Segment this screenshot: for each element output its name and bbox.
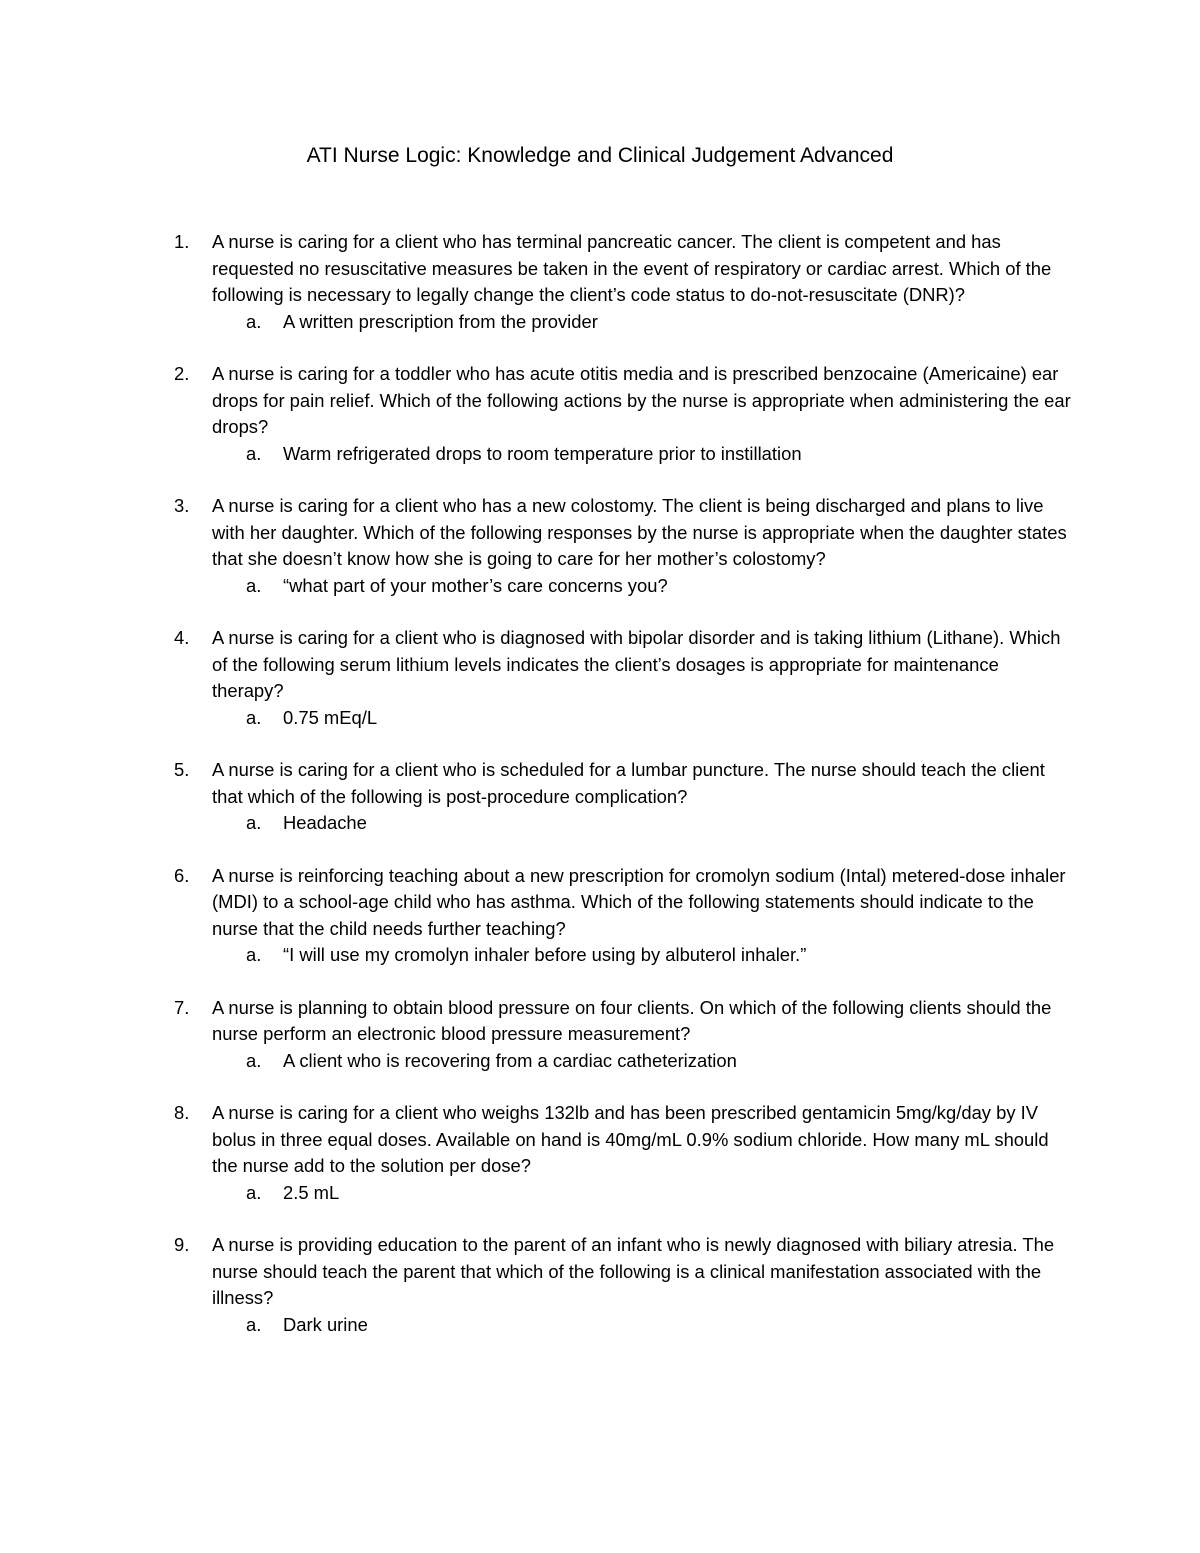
question-number: 9. xyxy=(174,1234,190,1255)
answer-text: A client who is recovering from a cardiac catheterization xyxy=(283,1049,737,1071)
question-item xyxy=(170,625,1070,731)
answer-text: Warm refrigerated drops to room temperature prior to instillation xyxy=(283,442,802,464)
question-text: A nurse is caring for a client who is diagnosed with bipolar disorder and is taking lithium (Lithane). Which of the following serum lithium levels indicates the client’s dosages is appropriate for maintenance therapy? xyxy=(212,627,1061,701)
question-item xyxy=(170,995,1070,1075)
question-number: 4. xyxy=(174,627,190,648)
question-number: 3. xyxy=(174,495,190,516)
answer-letter: a. xyxy=(246,442,262,464)
answer-letter: a. xyxy=(246,574,262,596)
question-item xyxy=(170,493,1070,599)
page-title: ATI Nurse Logic: Knowledge and Clinical Judgement Advanced xyxy=(306,144,894,167)
question-item xyxy=(170,1232,1070,1338)
question-item xyxy=(170,1100,1070,1206)
answer-text: “what part of your mother’s care concerns you? xyxy=(283,574,668,596)
answer-letter: a. xyxy=(246,1049,262,1071)
answer-text: Headache xyxy=(283,812,367,833)
answer-item xyxy=(170,705,1070,732)
answer-item xyxy=(170,573,1070,600)
question-text: A nurse is providing education to the parent of an infant who is newly diagnosed with biliary atresia. The nurse should teach the parent that which of the following is a clinical manifestation associated with the illness? xyxy=(212,1234,1055,1308)
answer-letter: a. xyxy=(246,310,262,332)
answer-letter: a. xyxy=(246,812,262,833)
question-text: A nurse is reinforcing teaching about a new prescription for cromolyn sodium (Intal) metered-dose inhaler (MDI) to a school-age child who has asthma. Which of the following statements should indicate to the nurse that the child needs further teaching? xyxy=(212,864,1066,939)
question-list xyxy=(170,229,1070,1364)
question-number: 8. xyxy=(174,1102,190,1123)
question-number: 2. xyxy=(174,363,190,384)
answer-item xyxy=(170,810,1070,837)
answer-item xyxy=(170,309,1070,336)
answer-letter: a. xyxy=(246,944,262,965)
question-item xyxy=(170,863,1070,969)
answer-letter: a. xyxy=(246,1313,262,1335)
answer-item xyxy=(170,1180,1070,1207)
answer-letter: a. xyxy=(246,706,262,728)
answer-item xyxy=(170,942,1070,969)
question-item xyxy=(170,361,1070,467)
question-text: A nurse is caring for a client who has a new colostomy. The client is being discharged and plans to live with her daughter. Which of the following responses by the nurse is appropriate when the daughter states that she doesn’t know how she is going to care for her mother’s colostomy? xyxy=(212,495,1067,569)
question-number: 1. xyxy=(174,231,190,252)
question-text: A nurse is caring for a client who has terminal pancreatic cancer. The client is competent and has requested no resuscitative measures be taken in the event of respiratory or cardiac arrest. Which of the following is necessary to legally change the client’s code status to do-not-resuscitate (DNR)? xyxy=(212,231,1052,305)
answer-text: “I will use my cromolyn inhaler before using by albuterol inhaler.” xyxy=(283,944,807,965)
question-text: A nurse is caring for a toddler who has acute otitis media and is prescribed benzocaine (Americaine) ear drops for pain relief. Which of the following actions by the nurse is appropriate when administering the ear drops? xyxy=(212,363,1071,437)
answer-letter: a. xyxy=(246,1181,262,1203)
question-text: A nurse is caring for a client who weighs 132lb and has been prescribed gentamicin 5mg/kg/day by IV bolus in three equal doses. Available on hand is 40mg/mL 0.9% sodium chloride. How many mL should the nurse add to the solution per dose? xyxy=(212,1102,1049,1176)
question-text: A nurse is caring for a client who is scheduled for a lumbar puncture. The nurse should teach the client that which of the following is post-procedure complication? xyxy=(212,759,1045,807)
question-number: 7. xyxy=(174,996,190,1018)
answer-text: A written prescription from the provider xyxy=(283,310,598,332)
question-number: 6. xyxy=(174,864,190,886)
question-text: A nurse is planning to obtain blood pressure on four clients. On which of the following clients should the nurse perform an electronic blood pressure measurement? xyxy=(212,996,1052,1044)
answer-text: Dark urine xyxy=(283,1313,368,1335)
question-item xyxy=(170,229,1070,335)
answer-item xyxy=(170,441,1070,468)
question-item xyxy=(170,757,1070,837)
answer-text: 2.5 mL xyxy=(283,1181,340,1203)
answer-text: 0.75 mEq/L xyxy=(283,706,378,728)
answer-item xyxy=(170,1312,1070,1339)
question-number: 5. xyxy=(174,759,190,780)
answer-item xyxy=(170,1048,1070,1075)
